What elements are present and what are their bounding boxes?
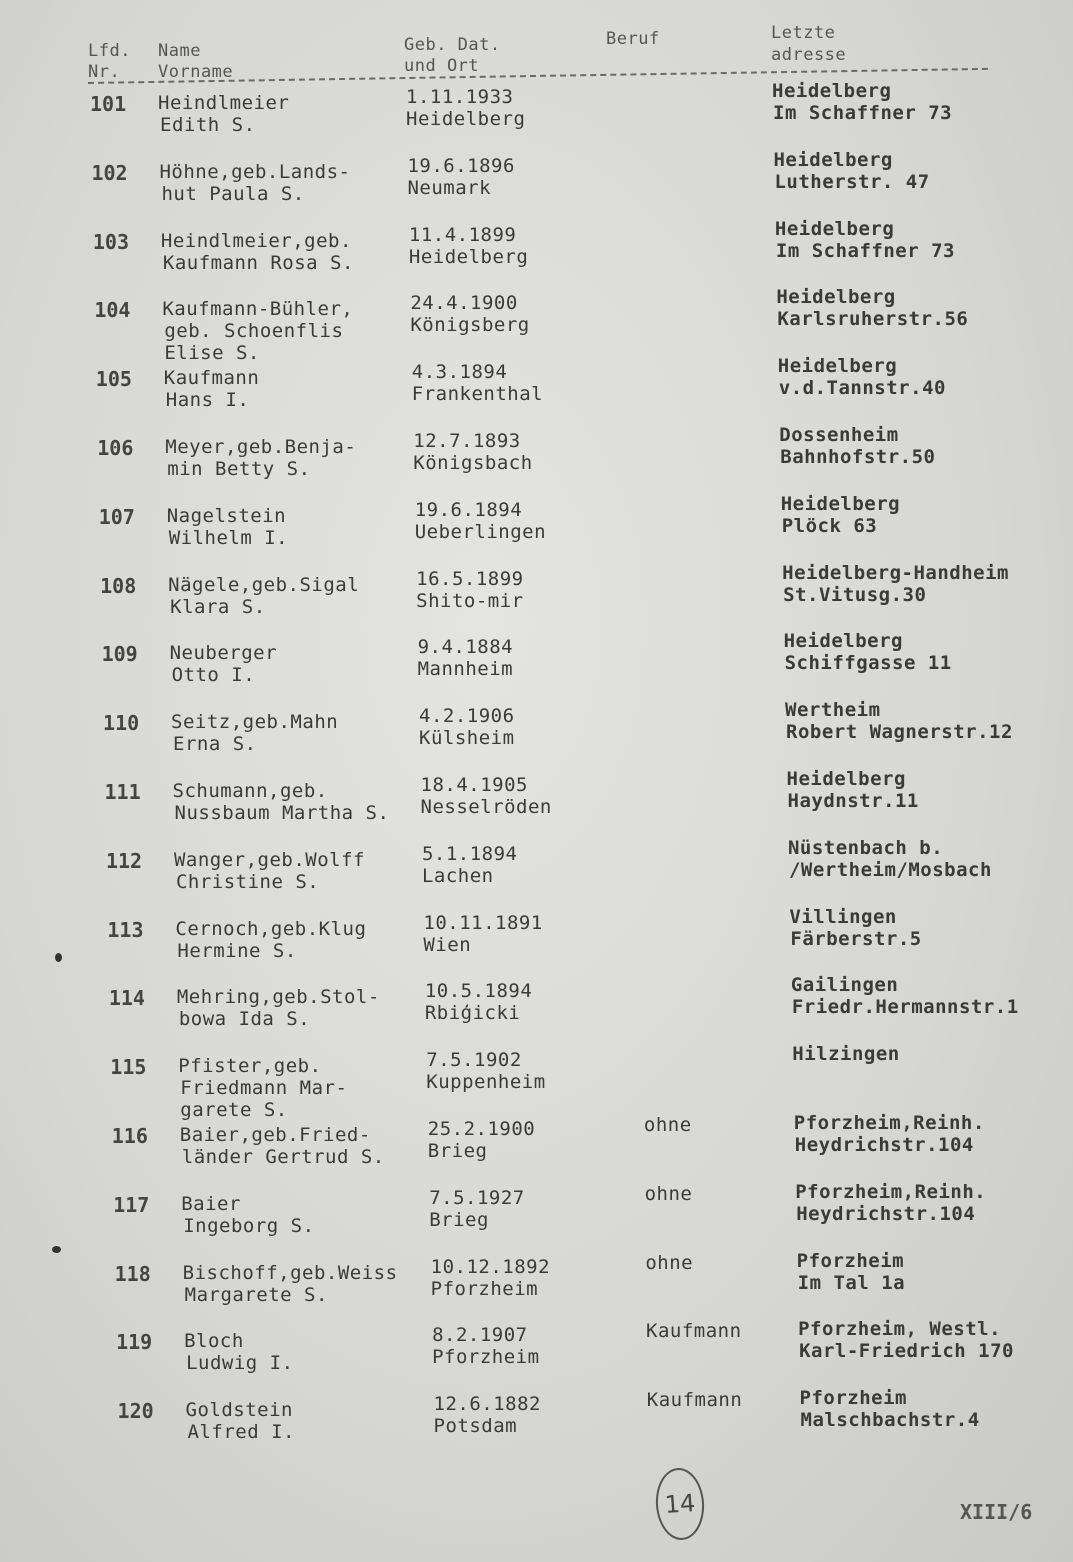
- entry-birth-date: 8.2.1907: [432, 1324, 528, 1347]
- entry-address-line1: Heidelberg: [776, 286, 896, 309]
- entry-address-line1: Heidelberg: [774, 217, 895, 240]
- entry-birth-place: Kuppenheim: [426, 1071, 546, 1094]
- entry-address-line1: Heidelberg: [780, 492, 901, 515]
- entry-name-line2: Ingeborg S.: [183, 1214, 315, 1237]
- entry-name-line2: Wilhelm I.: [168, 526, 289, 549]
- header-geb-dat: Geb. Dat.: [404, 35, 501, 55]
- entry-address-line2: Färberstr.5: [790, 927, 922, 950]
- entry-address-line2: Im Tal 1a: [797, 1271, 906, 1294]
- entry-address-line2: Robert Wagnerstr.12: [786, 721, 1013, 744]
- entry-birth-place: Brieg: [427, 1140, 488, 1162]
- document-reference: XIII/6: [960, 1500, 1033, 1524]
- entry-name-line2: hut Paula S.: [161, 182, 305, 205]
- entry-birth-place: Shito-mir: [416, 589, 524, 612]
- entry-name-line1: Kaufmann-Bühler,: [162, 298, 354, 321]
- entry-birth-date: 10.5.1894: [424, 980, 533, 1003]
- entry-birth-place: Neumark: [407, 176, 492, 199]
- entry-birth-date: 12.6.1882: [433, 1393, 541, 1416]
- entry-address-line2: Schiffgasse 11: [784, 652, 952, 675]
- entry-birth-place: Brieg: [429, 1208, 489, 1231]
- entry-birth-place: Königsbach: [413, 452, 533, 474]
- entry-name-line1: Meyer,geb.Benja-: [165, 436, 357, 458]
- entry-address-line1: Pforzheim,Reinh.: [795, 1180, 987, 1203]
- header-adresse: adresse: [771, 45, 847, 65]
- header-lfd: Lfd.: [88, 41, 131, 61]
- header-nr: Nr.: [88, 62, 121, 82]
- entry-number: 116: [111, 1124, 148, 1148]
- entry-address-line2: Heydrichstr.104: [796, 1202, 976, 1225]
- entry-birth-date: 10.11.1891: [423, 911, 543, 934]
- entry-name-line3: Elise S.: [164, 342, 260, 365]
- entry-address-line2: Friedr.Hermannstr.1: [791, 996, 1019, 1019]
- entry-name-line3: garete S.: [180, 1099, 288, 1122]
- entry-name-line1: Seitz,geb.Mahn: [171, 711, 339, 734]
- entry-birth-place: Rbiģicki: [424, 1002, 521, 1025]
- entry-address-line2: Malschbachstr.4: [800, 1409, 980, 1432]
- entry-number: 109: [101, 642, 138, 667]
- entry-name-line2: Edith S.: [160, 114, 256, 136]
- entry-birth-date: 24.4.1900: [410, 292, 518, 315]
- entry-name-line1: Höhne,geb.Lands-: [159, 160, 351, 183]
- entry-birth-date: 19.6.1896: [407, 154, 515, 177]
- entry-number: 118: [114, 1261, 151, 1286]
- entry-name-line2: Klara S.: [170, 595, 266, 618]
- entry-name-line1: Bloch: [184, 1330, 244, 1353]
- entry-address-line2: v.d.Tannstr.40: [778, 377, 946, 400]
- entry-name-line1: Heindlmeier: [158, 92, 290, 114]
- entry-address-line1: Wertheim: [785, 699, 881, 722]
- entry-address-line2: Haydnstr.11: [787, 790, 919, 812]
- entry-address-line2: Im Schaffner 73: [775, 239, 955, 262]
- entry-address-line2: Bahnhofstr.50: [780, 446, 936, 468]
- entry-number: 111: [104, 780, 141, 804]
- entry-birth-date: 16.5.1899: [416, 567, 524, 590]
- entry-name-line2: Erna S.: [173, 733, 257, 756]
- entry-address-line1: Dossenheim: [779, 424, 899, 446]
- entry-occupation: ohne: [643, 1114, 692, 1136]
- entry-name-line1: Schumann,geb.: [172, 780, 328, 802]
- entry-address-line1: Heidelberg-Handheim: [782, 561, 1009, 584]
- entry-name-line2: Nussbaum Martha S.: [174, 802, 390, 824]
- entry-address-line1: Pforzheim: [799, 1387, 907, 1410]
- entry-address-line1: Heidelberg: [786, 768, 906, 790]
- entry-address-line1: Heidelberg: [773, 148, 893, 171]
- entry-address-line2: Plöck 63: [781, 514, 878, 537]
- entry-name-line1: Bischoff,geb.Weiss: [182, 1261, 398, 1284]
- entry-birth-date: 25.2.1900: [427, 1118, 536, 1140]
- header-beruf: Beruf: [606, 29, 660, 49]
- entry-number: 112: [105, 848, 143, 873]
- header-name: Name: [158, 41, 201, 61]
- entry-birth-place: Königsberg: [410, 314, 530, 337]
- entry-number: 107: [98, 504, 135, 529]
- entry-name-line1: Baier,geb.Fried-: [179, 1124, 371, 1146]
- entry-name-line2: Friedmann Mar-: [180, 1077, 348, 1100]
- entry-birth-place: Pforzheim: [432, 1346, 540, 1369]
- entry-occupation: ohne: [644, 1182, 693, 1205]
- entry-name-line2: Hans I.: [165, 389, 250, 412]
- entry-address-line1: Pforzheim: [796, 1249, 905, 1272]
- page-number-stamp: [654, 1466, 707, 1541]
- page-number: 14: [663, 1488, 697, 1520]
- entry-birth-place: Ueberlingen: [414, 520, 547, 543]
- entry-number: 101: [90, 92, 127, 116]
- entry-birth-date: 19.6.1894: [414, 498, 523, 521]
- entry-birth-date: 12.7.1893: [413, 430, 521, 452]
- header-letzte: Letzte: [771, 23, 836, 43]
- entry-address-line2: St.Vitusg.30: [783, 583, 927, 606]
- entry-number: 110: [103, 711, 140, 736]
- ink-speck: [55, 953, 62, 962]
- entry-name-line1: Pfister,geb.: [178, 1055, 322, 1078]
- entry-name-line2: bowa Ida S.: [178, 1008, 311, 1031]
- entry-birth-place: Heidelberg: [408, 245, 529, 268]
- entry-birth-date: 7.5.1902: [426, 1049, 522, 1072]
- entry-birth-place: Lachen: [421, 864, 494, 887]
- header-vorname: Vorname: [158, 62, 234, 82]
- entry-name-line2: Kaufmann Rosa S.: [162, 251, 354, 274]
- entry-address-line1: Gailingen: [790, 974, 899, 997]
- entry-birth-date: 10.12.1892: [430, 1255, 551, 1278]
- entry-name-line1: Kaufmann: [163, 367, 260, 390]
- entry-number: 114: [108, 986, 145, 1011]
- entry-name-line1: Nagelstein: [166, 504, 287, 527]
- entry-birth-place: Nesselröden: [420, 796, 552, 818]
- entry-name-line1: Baier: [181, 1192, 241, 1215]
- entry-birth-place: Mannheim: [417, 658, 514, 681]
- entry-number: 108: [100, 573, 137, 598]
- entry-name-line1: Nägele,geb.Sigal: [168, 573, 360, 596]
- entry-birth-place: Pforzheim: [430, 1277, 539, 1300]
- entry-address-line1: Pforzheim,Reinh.: [793, 1112, 985, 1134]
- entry-address-line2: Karl-Friedrich 170: [799, 1340, 1014, 1363]
- entry-name-line1: Goldstein: [185, 1399, 293, 1422]
- entry-number: 113: [107, 917, 144, 942]
- entry-name-line2: Alfred I.: [187, 1421, 295, 1444]
- ink-speck: [52, 1246, 61, 1253]
- entry-address-line1: Nüstenbach b.: [787, 836, 944, 859]
- entry-birth-date: 4.3.1894: [411, 361, 508, 384]
- entry-birth-place: Frankenthal: [411, 383, 544, 406]
- entry-address-line1: Heidelberg: [772, 80, 892, 102]
- header-und-ort: und Ort: [404, 56, 480, 76]
- entry-address-line2: Karlsruherstr.56: [777, 308, 969, 331]
- entry-birth-date: 11.4.1899: [408, 223, 517, 246]
- entry-address-line1: Heidelberg: [783, 630, 903, 653]
- entry-name-line2: Christine S.: [175, 870, 320, 893]
- entry-name-line2: geb. Schoenflis: [164, 320, 344, 343]
- entry-number: 103: [92, 229, 130, 254]
- entry-name-line2: Hermine S.: [177, 939, 297, 962]
- entry-birth-place: Külsheim: [419, 727, 515, 750]
- entry-birth-place: Heidelberg: [406, 108, 526, 130]
- entry-birth-date: 1.11.1933: [406, 86, 514, 108]
- entry-birth-date: 9.4.1884: [417, 636, 514, 659]
- entry-occupation: ohne: [645, 1251, 694, 1274]
- entry-number: 120: [117, 1399, 154, 1424]
- entry-number: 104: [94, 298, 131, 323]
- entry-name-line1: Mehring,geb.Stol-: [176, 986, 380, 1009]
- entry-birth-date: 5.1.1894: [421, 842, 518, 865]
- entry-number: 117: [113, 1192, 150, 1217]
- entry-address-line1: Hilzingen: [792, 1043, 900, 1066]
- entry-address-line1: Pforzheim, Westl.: [798, 1318, 1002, 1341]
- entry-name-line2: Ludwig I.: [186, 1352, 294, 1375]
- entry-name-line2: Margarete S.: [184, 1283, 328, 1306]
- entry-name-line1: Heindlmeier,geb.: [160, 229, 352, 252]
- entry-occupation: Kaufmann: [646, 1320, 742, 1343]
- entry-number: 115: [110, 1055, 147, 1080]
- entry-birth-date: 7.5.1927: [429, 1186, 525, 1209]
- entry-birth-place: Potsdam: [433, 1415, 518, 1438]
- entry-birth-date: 18.4.1905: [420, 774, 528, 796]
- entry-name-line2: länder Gertrud S.: [181, 1146, 385, 1168]
- entry-number: 102: [91, 160, 128, 185]
- entry-name-line2: min Betty S.: [167, 458, 311, 480]
- entry-address-line1: Villingen: [789, 905, 897, 928]
- entry-birth-place: Wien: [423, 933, 472, 956]
- entry-name-line2: Otto I.: [171, 664, 256, 687]
- entry-address-line1: Heidelberg: [777, 355, 898, 378]
- entry-number: 119: [116, 1330, 153, 1355]
- entry-address-line2: Im Schaffner 73: [773, 102, 953, 124]
- entry-address-line2: /Wertheim/Mosbach: [788, 858, 992, 881]
- entry-name-line1: Cernoch,geb.Klug: [175, 917, 367, 940]
- entry-name-line1: Neuberger: [169, 642, 278, 665]
- entry-address-line2: Lutherstr. 47: [774, 170, 930, 193]
- entry-name-line1: Wanger,geb.Wolff: [173, 848, 365, 871]
- entry-occupation: Kaufmann: [646, 1389, 743, 1412]
- entry-number: 106: [97, 436, 134, 460]
- entry-birth-date: 4.2.1906: [419, 705, 515, 728]
- entry-address-line2: Heydrichstr.104: [794, 1134, 974, 1156]
- entry-number: 105: [95, 367, 132, 392]
